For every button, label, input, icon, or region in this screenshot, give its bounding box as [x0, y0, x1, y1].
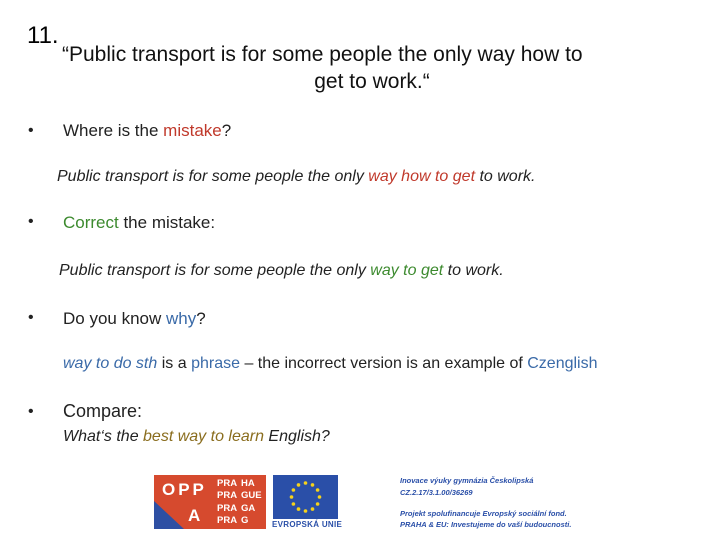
- praha-logo-right: [241, 478, 262, 527]
- bullet-marker: •: [28, 403, 34, 420]
- text-fragment: Do you know: [63, 309, 166, 328]
- opp-logo-letter: A: [188, 506, 201, 525]
- text-fragment: Public transport is for some people the only: [57, 168, 369, 185]
- question-why: [63, 309, 206, 329]
- slide-title: [62, 41, 672, 95]
- text-fragment: the mistake:: [118, 213, 216, 232]
- corrected-sentence: [59, 262, 504, 280]
- highlight-czenglish: Czenglish: [527, 355, 598, 372]
- project-info-line: Projekt spolufinancuje Evropský sociální fond.: [400, 509, 567, 518]
- text-fragment: is a: [157, 355, 192, 372]
- instruction-correct: [63, 213, 215, 233]
- highlight-why: why: [166, 309, 197, 328]
- incorrect-sentence: [57, 168, 535, 186]
- praha-text: PRA: [217, 490, 238, 502]
- explanation: [63, 355, 598, 373]
- highlight-phrase-term: way to do sth: [63, 355, 158, 372]
- praha-logo-left: [217, 478, 237, 527]
- opp-logo-text: OPP: [162, 480, 207, 499]
- opp-logo: [154, 475, 217, 529]
- project-info-line: PRAHA & EU: Investujeme do vaší budoucnosti.: [400, 520, 572, 529]
- bullet-marker: •: [28, 122, 34, 139]
- highlight-best-way: best way to learn: [143, 428, 264, 445]
- text-fragment: to work.: [475, 168, 536, 185]
- highlight-correct: Correct: [63, 213, 119, 232]
- slide-number: 11.: [27, 22, 59, 49]
- praha-text: PRA: [217, 514, 238, 526]
- eu-label: EVROPSKÁ UNIE: [272, 520, 343, 529]
- text-fragment: English?: [263, 428, 330, 445]
- question-mistake: [63, 121, 231, 141]
- compare-question: [63, 428, 330, 446]
- highlight-phrase: phrase: [191, 355, 240, 372]
- praha-logo: [213, 475, 266, 529]
- project-info-line: CZ.2.17/3.1.00/36269: [400, 488, 473, 497]
- text-fragment: to work.: [443, 262, 504, 279]
- praha-text: PRA: [217, 478, 238, 489]
- text-fragment: Where is the: [63, 121, 164, 140]
- praha-text: PRA: [217, 502, 238, 514]
- highlight-right-phrase: way to get: [370, 262, 444, 279]
- bullet-marker: •: [28, 213, 34, 230]
- praha-text: G: [241, 514, 249, 526]
- praha-text: GA: [241, 502, 256, 514]
- compare-label: Compare:: [63, 401, 143, 421]
- praha-text: GUE: [241, 490, 262, 502]
- title-line-1: “Public transport is for some people the only way how to: [62, 43, 583, 66]
- eu-flag-icon: [273, 475, 338, 519]
- text-fragment: ?: [196, 309, 206, 328]
- text-fragment: Public transport is for some people the only: [59, 262, 371, 279]
- praha-text: HA: [241, 478, 255, 489]
- text-fragment: What‘s the: [63, 428, 144, 445]
- bullet-marker: •: [28, 309, 34, 326]
- text-fragment: – the incorrect version is an example of: [240, 355, 528, 372]
- text-fragment: ?: [221, 121, 232, 140]
- project-info-line: Inovace výuky gymnázia Českolipská: [400, 476, 534, 485]
- eu-stars: [273, 475, 338, 519]
- highlight-wrong-phrase: way how to get: [368, 168, 476, 185]
- highlight-mistake: mistake: [163, 121, 222, 140]
- opp-logo-triangle: [154, 501, 184, 529]
- title-line-2: get to work.“: [314, 70, 430, 93]
